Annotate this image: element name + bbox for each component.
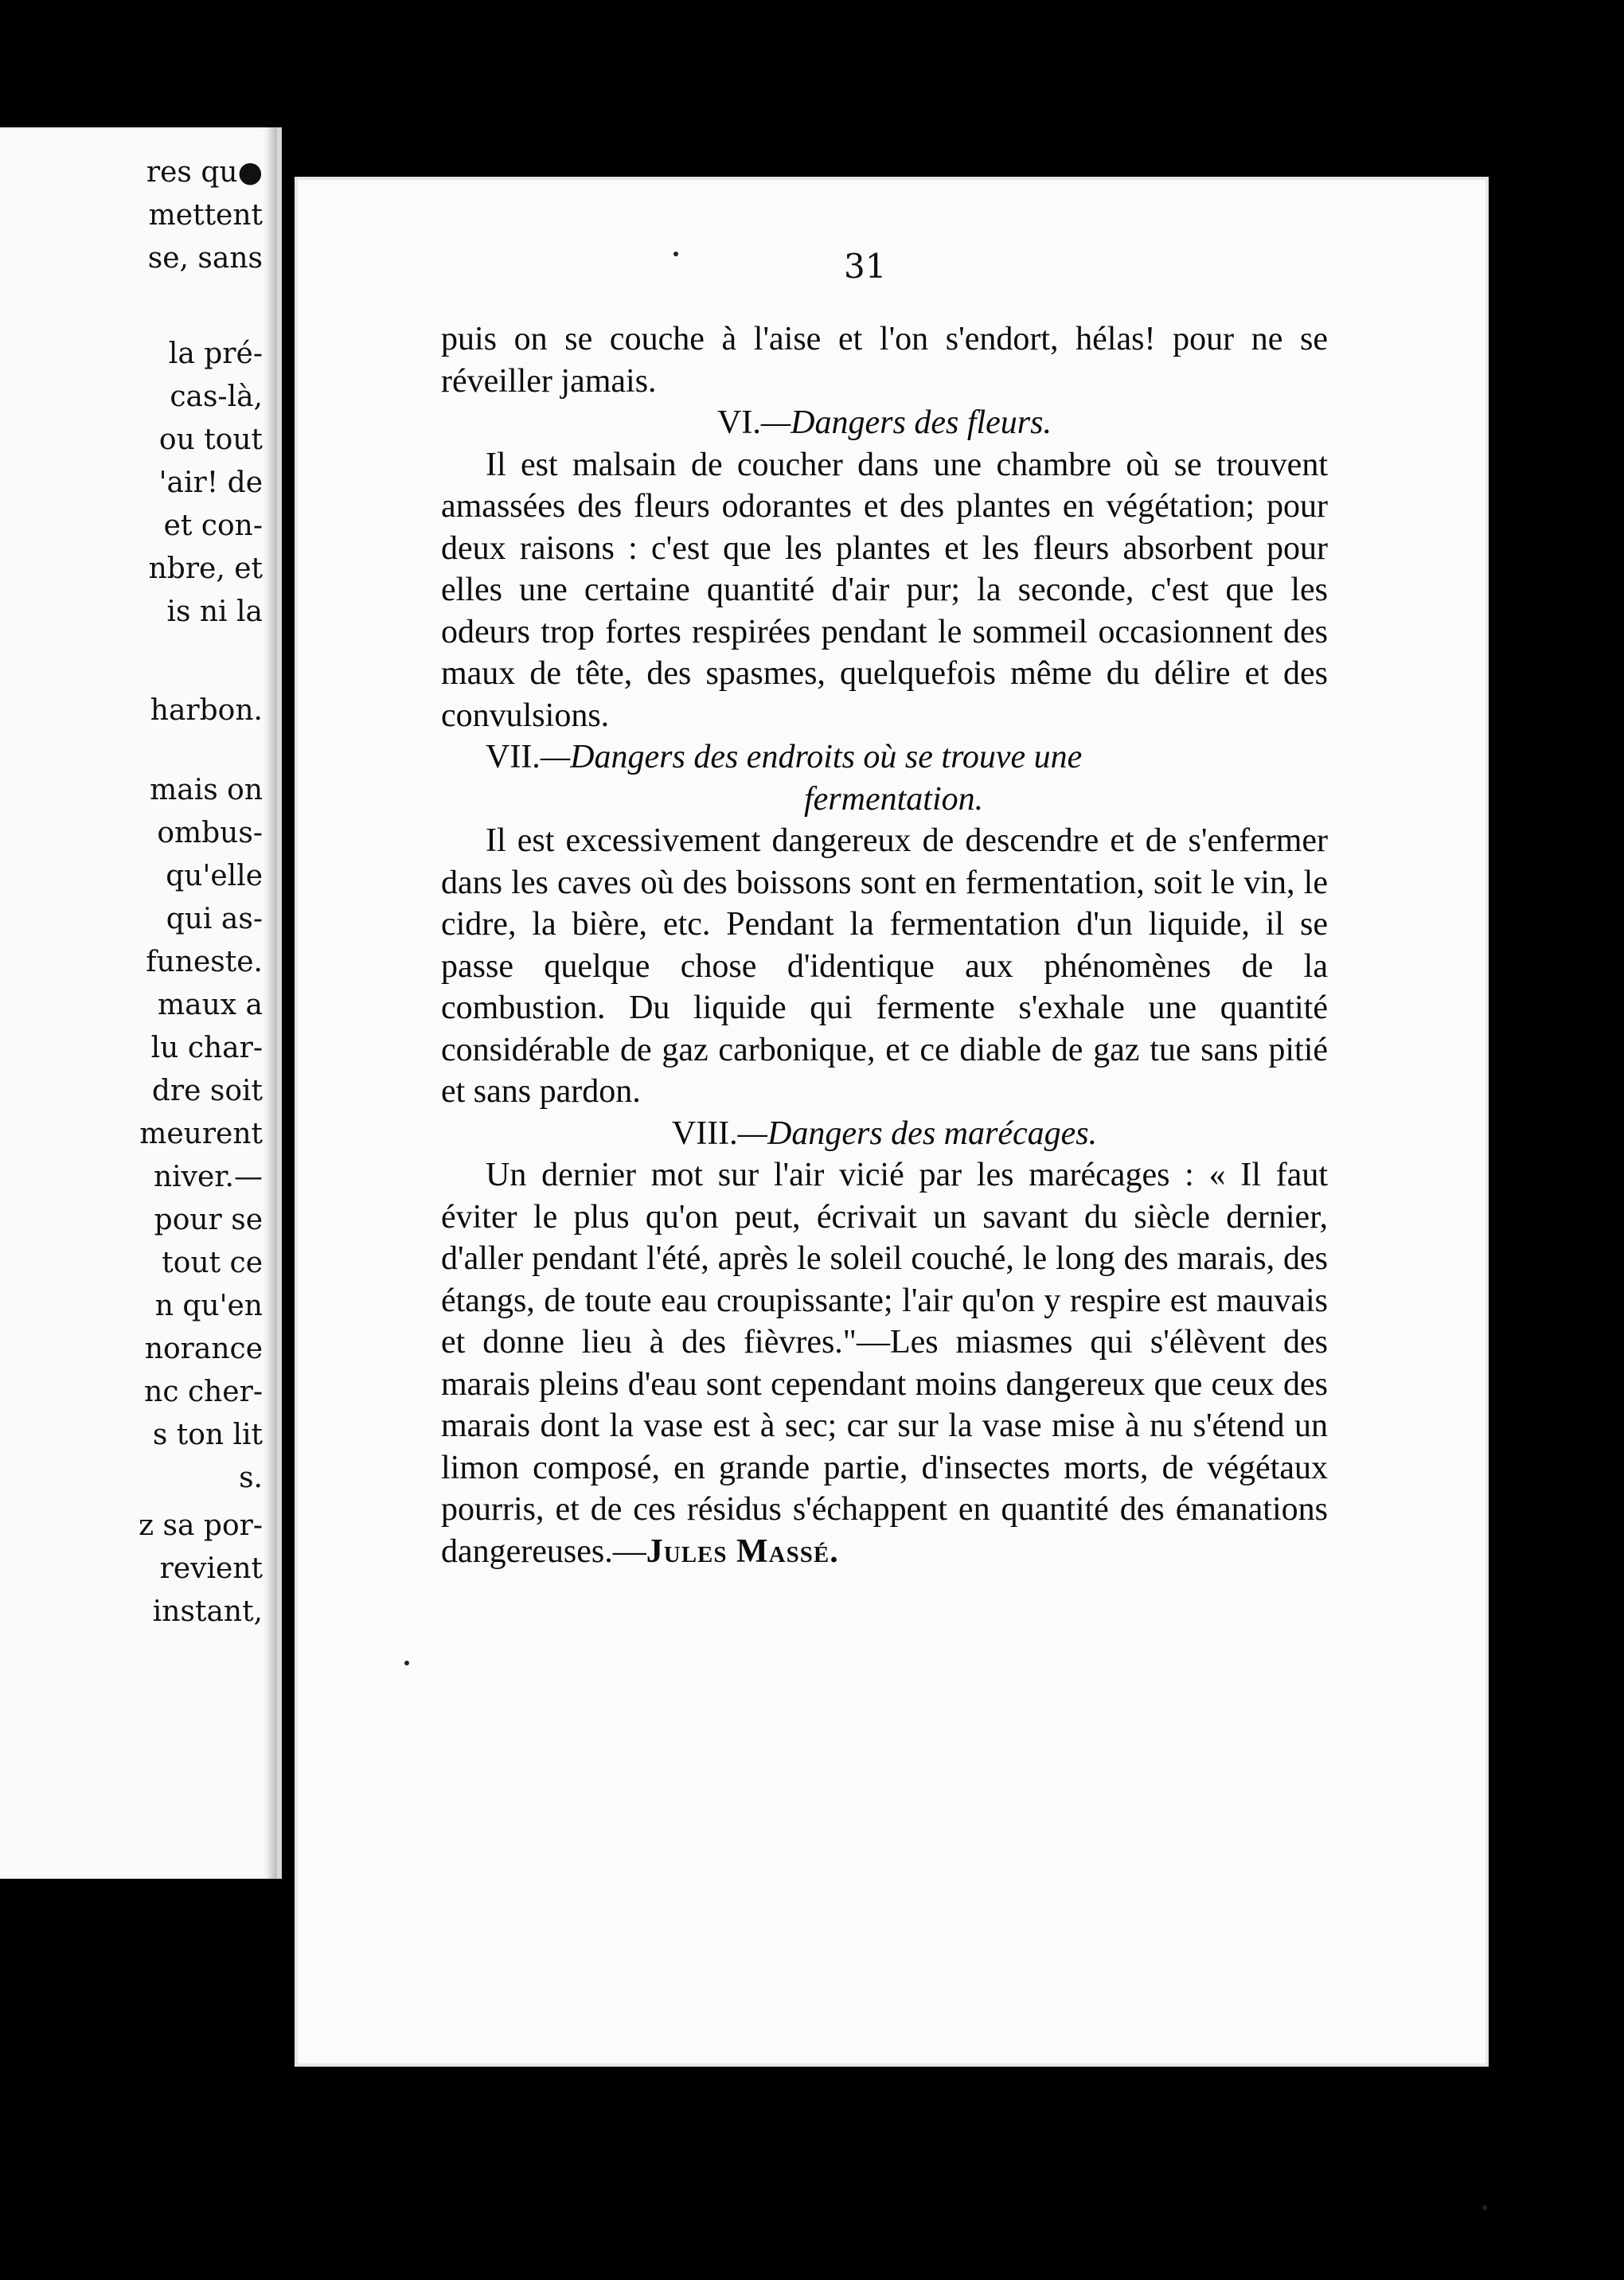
opening-paragraph: puis on se couche à l'aise et l'on s'endort, hélas! pour ne se réveiller jamais. — [441, 321, 1328, 400]
facing-page-line: qu'elle — [166, 860, 263, 892]
facing-page-edge — [0, 127, 282, 1879]
scan-speck — [673, 252, 678, 256]
facing-page-line: tout ce — [162, 1247, 263, 1279]
section-number: VI. — [717, 404, 761, 441]
facing-page-line: z sa por- — [139, 1509, 263, 1542]
facing-page-line: mais on — [150, 774, 263, 806]
author-signature: Jules Massé. — [646, 1532, 839, 1570]
facing-page-line: mettent — [148, 199, 263, 232]
facing-page-line: ombus- — [157, 817, 263, 849]
facing-page-line: res qu● — [146, 156, 263, 189]
section-number: VII. — [486, 739, 541, 775]
section-title: —Dangers des fleurs. — [760, 404, 1052, 441]
facing-page-line: lu char- — [150, 1032, 263, 1064]
facing-page-line: cas-là, — [170, 381, 263, 413]
scan-speck — [1482, 2205, 1487, 2210]
paragraph-marecages — [441, 1154, 1328, 1572]
facing-page-line: ou tout — [158, 424, 263, 456]
facing-page-line: nc cher- — [144, 1376, 263, 1408]
facing-page-line: nbre, et — [148, 552, 263, 585]
facing-page-line: is ni la — [166, 595, 263, 628]
facing-page-line: instant, — [152, 1595, 263, 1628]
facing-page-line: dre soit — [151, 1075, 263, 1107]
page-number: 31 — [844, 247, 887, 286]
facing-page-line: maux a — [158, 989, 263, 1021]
facing-page-line: qui as- — [166, 903, 263, 935]
facing-page-line: revient — [159, 1552, 263, 1585]
facing-page-line: 'air! de — [158, 467, 263, 499]
section-heading-vii — [441, 736, 1328, 820]
facing-page-line: et con- — [163, 509, 263, 542]
section-number: VIII. — [671, 1115, 738, 1152]
facing-page-line: n qu'en — [154, 1290, 263, 1322]
facing-page-line: s ton lit — [152, 1419, 263, 1451]
facing-page-line: meurent — [139, 1118, 263, 1150]
page-body — [441, 318, 1328, 1572]
facing-page-line: la pré- — [168, 338, 263, 370]
scan-speck — [404, 1661, 409, 1665]
section-title-continued: fermentation. — [804, 780, 984, 818]
facing-page-line: pour se — [154, 1204, 263, 1236]
facing-page-line: se, sans — [147, 242, 263, 275]
paragraph-fleurs: Il est malsain de coucher dans une chambre où se trouvent amassées des fleurs odorantes et des plantes en végétation; pour deux raisons : c'est que les plantes et les fleurs absorbent pour elles une certaine quantité d'air pur; la seconde, c'est que les odeurs trop fortes respirées pendant le sommeil occasionnent des maux de tête, des spasmes, quelquefois même du délire et des convulsions. — [441, 446, 1328, 734]
book-page — [295, 177, 1489, 2067]
facing-page-line: s. — [239, 1462, 263, 1494]
paragraph-fermentation: Il est excessivement dangereux de descendre et de s'enfermer dans les caves où des boissons sont en fermentation, soit le vin, le cidre, la bière, etc. Pendant la fermentation d'un liquide, il se passe quelque chose d'identique aux phénomènes de la combustion. Du liquide qui fermente s'exhale une quantité considérable de gaz carbonique, et ce diable de gaz tue sans pitié et sans pardon. — [441, 822, 1328, 1110]
paragraph-text: Un dernier mot sur l'air vicié par les marécages : « Il faut éviter le plus qu'on peut, écrivait un savant du siècle dernier, d'aller pendant l'été, après le soleil couché, le long des marais, des étangs, de toute eau croupissante; l'air qu'on y respire est mauvais et donne lieu à des fièvres."—Les miasmes qui s'élèvent des marais pleins d'eau sont cependant moins dangereux que ceux des marais dont la vase est à sec; car sur la vase mise à nu s'étend un limon composé, en grande partie, d'insectes morts, de végétaux pourris, et de ces résidus s'échappent en quantité des émanations dangereuses.— — [441, 1157, 1328, 1570]
section-heading-vi — [441, 402, 1328, 444]
facing-page-line: funeste. — [146, 946, 263, 978]
facing-page-line: norance — [144, 1333, 263, 1365]
section-heading-viii — [441, 1113, 1328, 1155]
section-title: —Dangers des endroits où se trouve une — [540, 739, 1083, 775]
facing-page-line: niver.— — [153, 1161, 263, 1193]
facing-page-line: harbon. — [150, 694, 263, 727]
section-title: —Dangers des marécages. — [737, 1115, 1098, 1152]
